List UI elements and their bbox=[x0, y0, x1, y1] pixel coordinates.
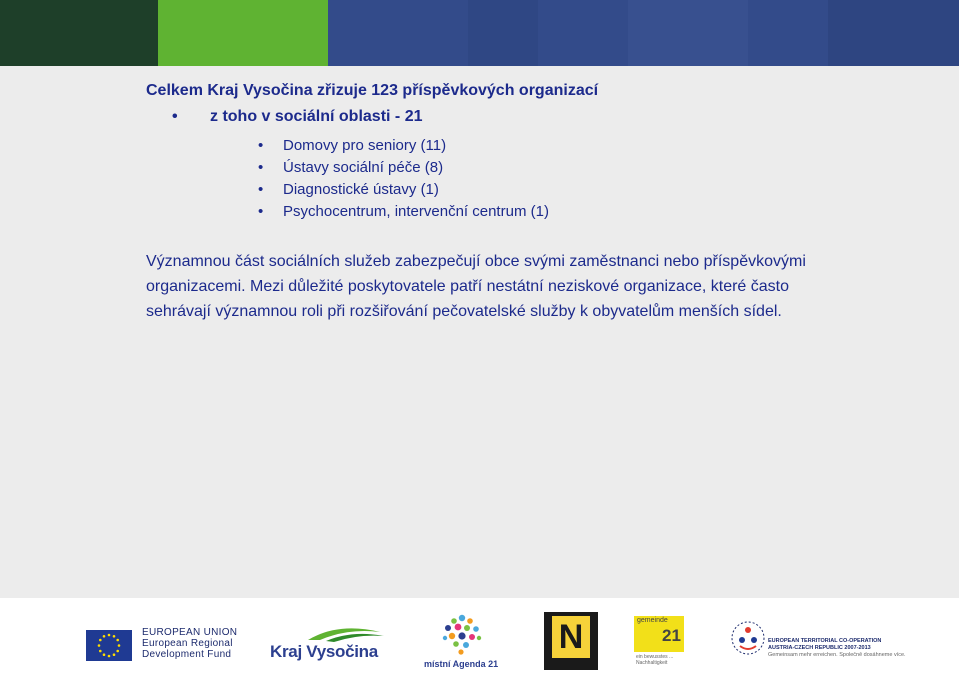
list-item-text: Ústavy sociální péče (8) bbox=[283, 159, 444, 176]
kraj-logo-text: Kraj Vysočina bbox=[270, 642, 378, 661]
list-item bbox=[258, 159, 549, 181]
bullet: • bbox=[172, 108, 178, 125]
subheading bbox=[172, 108, 422, 126]
etc-circle-icon bbox=[728, 618, 768, 658]
kraj-swoosh-icon bbox=[268, 624, 386, 644]
eu-line-2: European Regional bbox=[142, 638, 233, 649]
footer-logo-strip bbox=[0, 598, 959, 678]
gemeinde-21-logo bbox=[634, 616, 684, 668]
n-letter: N bbox=[552, 616, 590, 658]
list-item bbox=[258, 137, 549, 159]
body-paragraph: Významnou část sociálních služeb zabezpečují obce svými zaměstnanci nebo příspěvkovými organizacemi. Mezi důležité poskytovatele patří nestátní neziskové organizace, které často sehrávají významnou roli při rozšiřování pečovatelské služby k obyvatelům menších sídel. bbox=[146, 253, 806, 320]
eu-line-3: Development Fund bbox=[142, 649, 232, 660]
bullet: • bbox=[258, 137, 264, 154]
list-item bbox=[258, 181, 549, 203]
slide-heading: Celkem Kraj Vysočina zřizuje 123 příspěvkových organizací bbox=[146, 82, 599, 99]
eu-line-1: EUROPEAN UNION bbox=[142, 627, 238, 638]
banner-green-block bbox=[158, 0, 328, 66]
agenda-dots-icon bbox=[418, 612, 508, 658]
mistni-agenda-21-logo bbox=[418, 612, 508, 672]
sub-list bbox=[258, 137, 549, 225]
eu-logo-text bbox=[142, 627, 242, 660]
bullet: • bbox=[258, 181, 264, 198]
etc-line-2: AUSTRIA-CZECH REPUBLIC 2007-2013 bbox=[768, 645, 871, 651]
list-item bbox=[258, 203, 549, 225]
subheading-text: z toho v sociální oblasti - 21 bbox=[210, 108, 423, 125]
agenda-logo-text: místní Agenda 21 bbox=[424, 659, 499, 669]
gemeinde-caption: ein bewusstes ... Nachhaltigkeit bbox=[636, 654, 674, 666]
banner-blue-block bbox=[328, 0, 959, 66]
gemeinde-number: 21 bbox=[662, 626, 681, 645]
kraj-vysocina-logo bbox=[268, 624, 386, 664]
list-item-text: Diagnostické ústavy (1) bbox=[283, 181, 439, 198]
banner-dark-block bbox=[0, 0, 158, 66]
gemeinde-word: gemeinde bbox=[637, 617, 668, 624]
gemeinde-box bbox=[634, 616, 684, 652]
bullet: • bbox=[258, 203, 264, 220]
list-item-text: Domovy pro seniory (11) bbox=[283, 137, 447, 154]
bullet: • bbox=[258, 159, 264, 176]
etc-logo-text bbox=[768, 638, 906, 659]
european-territorial-cooperation-logo bbox=[728, 616, 906, 666]
eu-flag-icon bbox=[86, 630, 132, 661]
banner-stripes bbox=[328, 0, 959, 66]
lower-austria-n-logo bbox=[544, 612, 598, 670]
list-item-text: Psychocentrum, intervenční centrum (1) bbox=[283, 203, 549, 220]
etc-line-1: EUROPEAN TERRITORIAL CO-OPERATION bbox=[768, 638, 882, 644]
header-banner bbox=[0, 0, 959, 66]
etc-line-3: Gemeinsam mehr erreichen. Společně dosáhneme více. bbox=[768, 652, 906, 658]
